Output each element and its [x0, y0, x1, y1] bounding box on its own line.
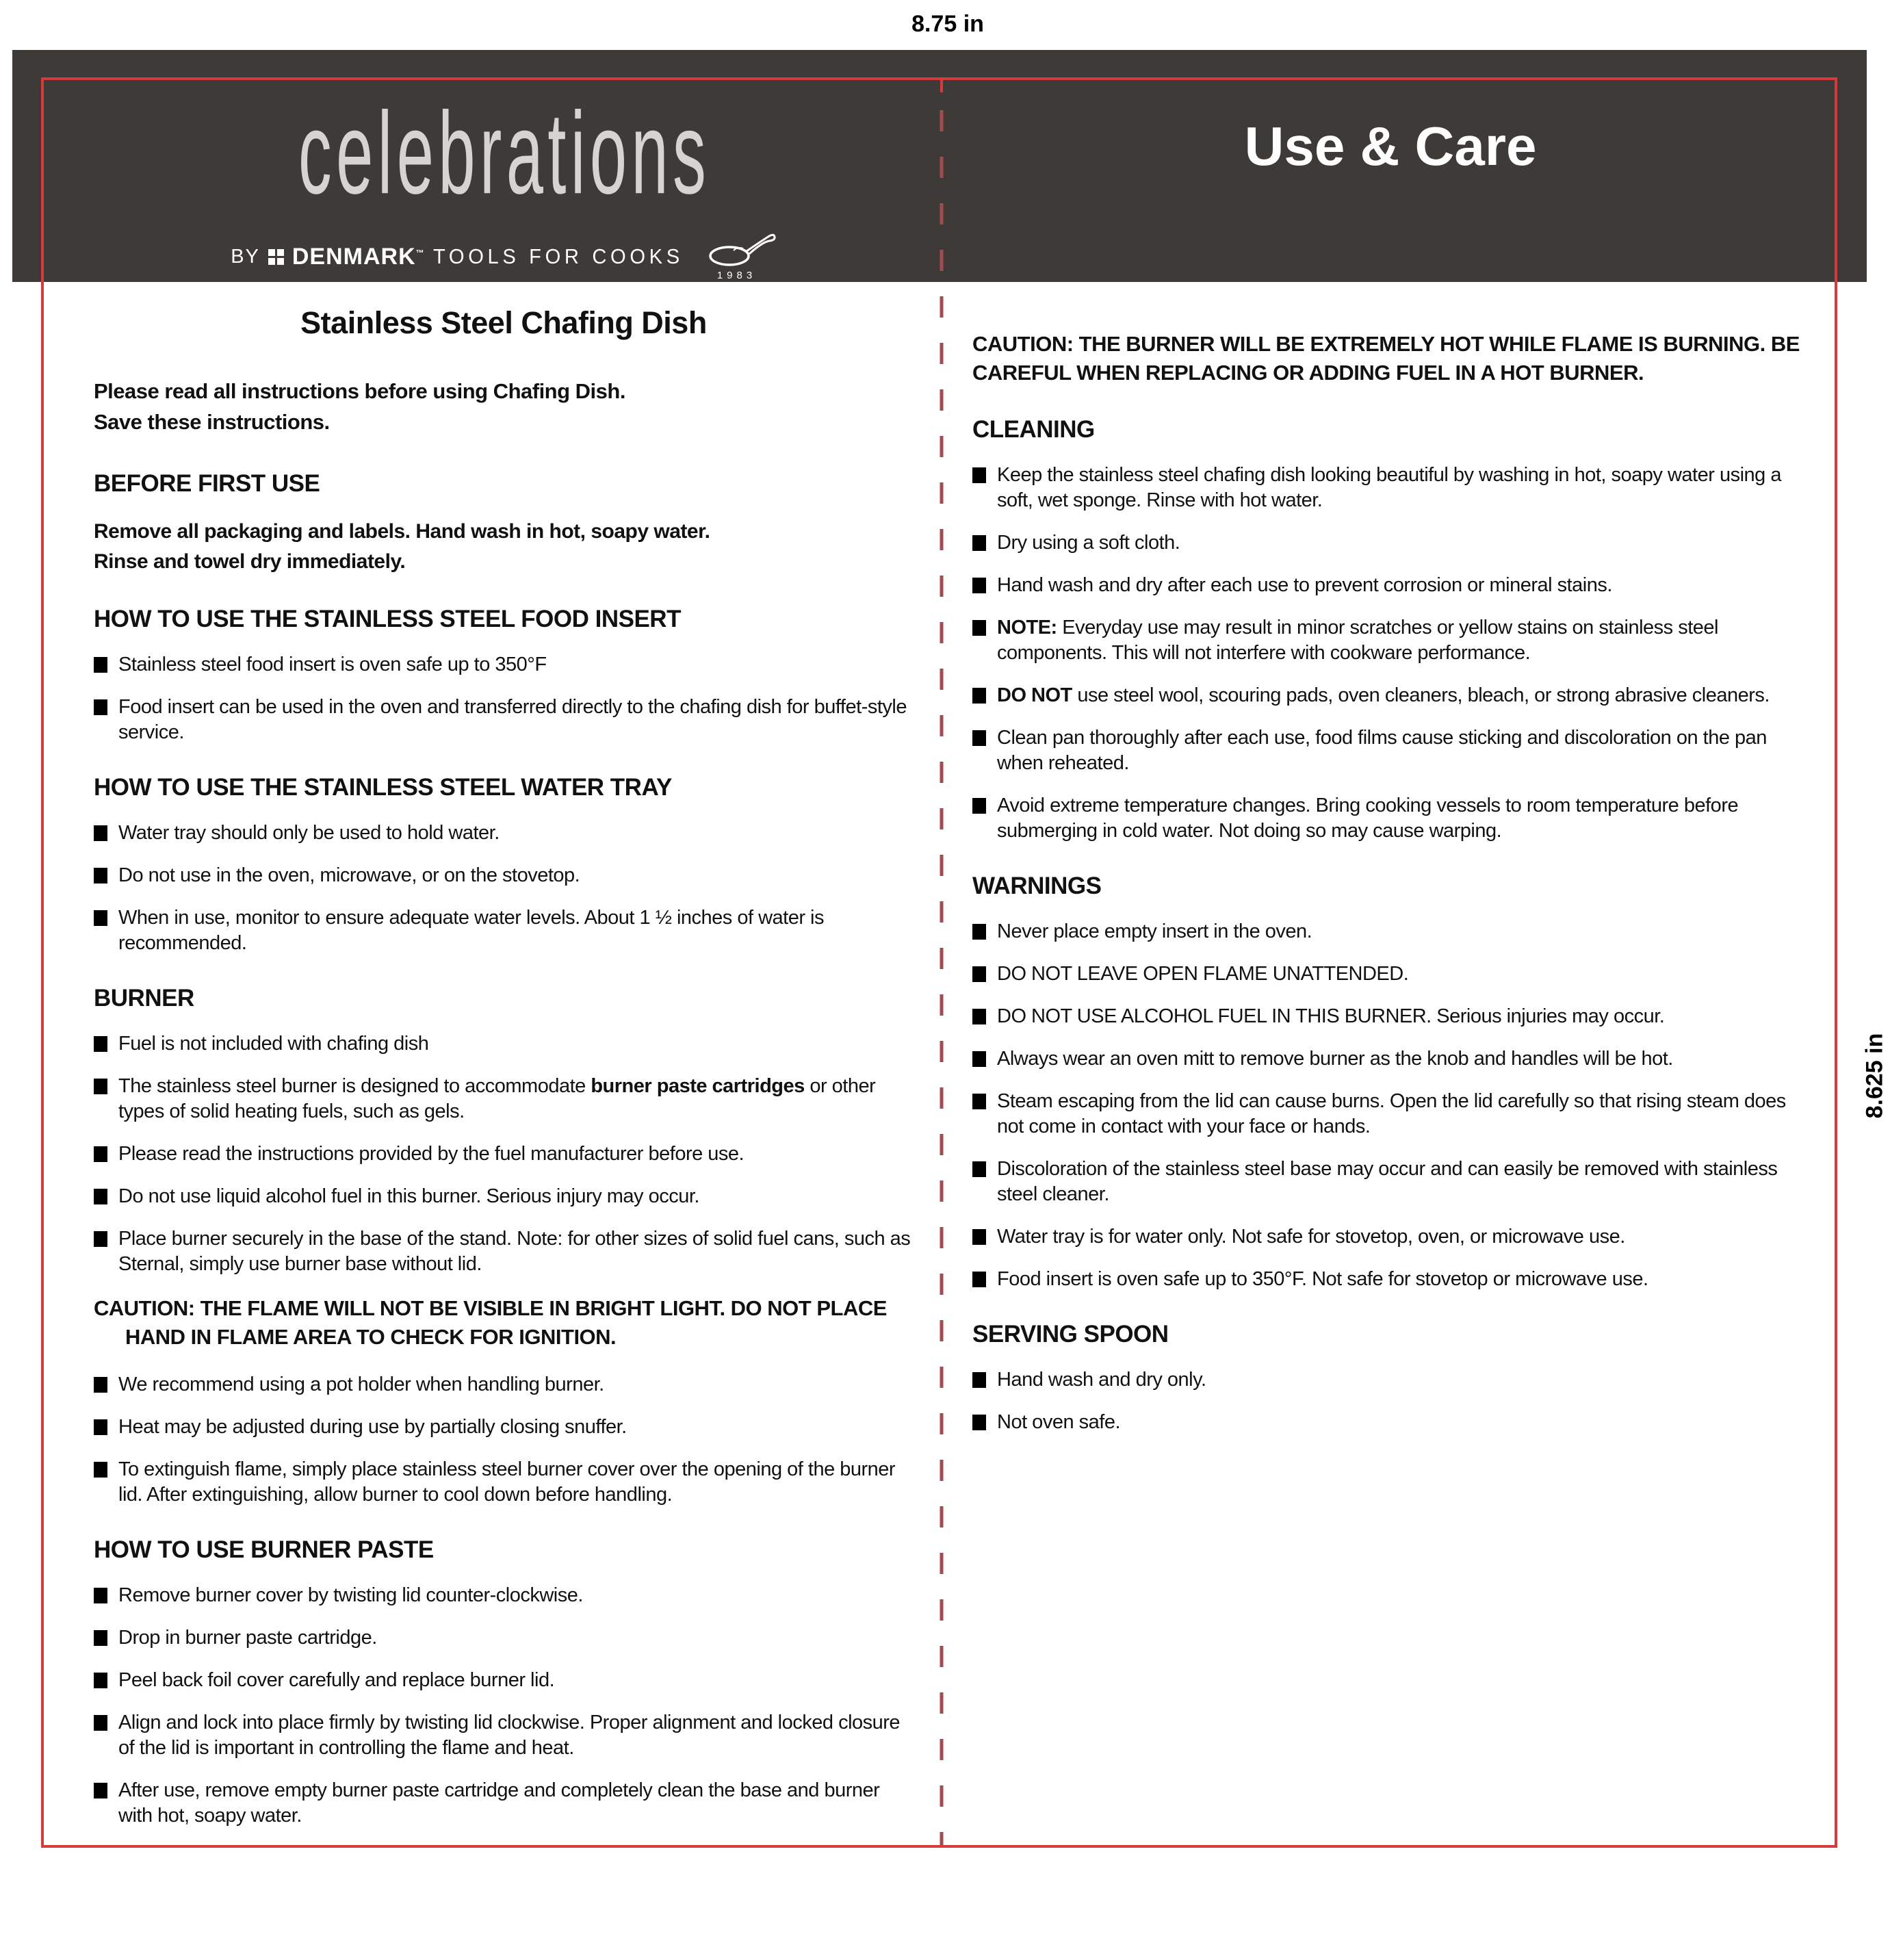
bullet-text: Hand wash and dry only.	[997, 1369, 1206, 1391]
bullet-item	[94, 1457, 914, 1508]
top-dimension-label: 8.75 in	[911, 11, 984, 37]
bullet-text: NOTE: Everyday use may result in minor scratches or yellow stains on stainless steel components. This will not interfere with cookware performance.	[997, 617, 1718, 664]
left-column	[94, 306, 914, 1846]
bullet-square-icon	[972, 1372, 986, 1388]
bullet-text: Avoid extreme temperature changes. Bring cooking vessels to room temperature before submerging in cold water. Not doing so may cause warping.	[997, 795, 1739, 842]
bullet-square-icon	[972, 688, 986, 704]
byline-by: BY	[231, 245, 260, 268]
bullet-square-icon	[972, 1161, 986, 1177]
bullet-text: When in use, monitor to ensure adequate water levels. About 1 ½ inches of water is recommended.	[118, 906, 824, 954]
bullet-text: Always wear an oven mitt to remove burner as the knob and handles will be hot.	[997, 1048, 1673, 1070]
bullet-square-icon	[972, 578, 986, 593]
bullet-text: Do not use in the oven, microwave, or on the stovetop.	[118, 864, 580, 886]
right-column	[972, 323, 1811, 1452]
bullet-item	[972, 1046, 1811, 1072]
bullet-text: We recommend using a pot holder when handling burner.	[118, 1373, 604, 1395]
bullet-item	[94, 1031, 914, 1057]
section-heading: WARNINGS	[972, 873, 1102, 899]
bullet-square-icon	[94, 868, 107, 884]
bullet-square-icon	[94, 1146, 107, 1162]
section-heading: HOW TO USE THE STAINLESS STEEL FOOD INSERT	[94, 605, 681, 632]
bullet-item	[94, 1583, 914, 1608]
bullet-text: DO NOT USE ALCOHOL FUEL IN THIS BURNER. Serious injuries may occur.	[997, 1005, 1665, 1027]
bullet-text: Never place empty insert in the oven.	[997, 920, 1312, 942]
section-heading: HOW TO USE THE STAINLESS STEEL WATER TRAY	[94, 773, 672, 801]
bullet-item	[94, 1625, 914, 1651]
bullet-text: Do not use liquid alcohol fuel in this burner. Serious injury may occur.	[118, 1185, 699, 1207]
side-dimension-label: 8.625 in	[1861, 1033, 1888, 1119]
logo-byline	[65, 230, 944, 283]
bullet-item	[94, 652, 914, 678]
bullet-square-icon	[94, 1189, 107, 1204]
pan-icon	[708, 230, 779, 283]
bullet-square-icon	[972, 966, 986, 982]
brand-wordmark	[65, 63, 944, 219]
bullet-text: Peel back foil cover carefully and replace burner lid.	[118, 1668, 555, 1691]
bullet-square-icon	[94, 1715, 107, 1731]
bullet-item	[94, 1226, 914, 1277]
bullet-text: Stainless steel food insert is oven safe up to 350°F	[118, 653, 547, 675]
bullet-text: The stainless steel burner is designed to accommodate burner paste cartridges or other types of solid heating fuels, such as gels.	[118, 1074, 876, 1122]
bullet-square-icon	[94, 1673, 107, 1688]
bullet-text: Remove burner cover by twisting lid counter-clockwise.	[118, 1584, 583, 1606]
section-heading: SERVING SPOON	[972, 1321, 1169, 1348]
section-heading: CLEANING	[972, 416, 1095, 443]
bullet-item	[94, 1415, 914, 1440]
bullet-square-icon	[972, 535, 986, 551]
left-column-blocks	[94, 376, 914, 1829]
window-grid-icon	[268, 249, 284, 265]
right-column-blocks	[972, 330, 1811, 1435]
center-fold-dashed-line	[938, 80, 945, 1845]
bullet-item	[972, 1004, 1811, 1029]
bullet-square-icon	[972, 730, 986, 746]
bullet-item	[94, 1710, 914, 1761]
bullet-text: After use, remove empty burner paste cartridge and completely clean the base and burner with hot, soapy water.	[118, 1779, 880, 1827]
bullet-text: Please read the instructions provided by the fuel manufacturer before use.	[118, 1142, 745, 1165]
bullet-text: Place burner securely in the base of the stand. Note: for other sizes of solid fuel cans, such as Sternal, simply use burner base without lid.	[118, 1227, 911, 1275]
bullet-text: Steam escaping from the lid can cause burns. Open the lid carefully so that rising steam does not come in contact with your face or hands.	[997, 1090, 1786, 1137]
bullet-item	[972, 1410, 1811, 1435]
brand-wordmark-text: celebrations	[298, 89, 711, 219]
use-care-title: Use & Care	[1244, 116, 1537, 177]
section-heading: HOW TO USE BURNER PASTE	[94, 1536, 434, 1563]
bullet-square-icon	[94, 699, 107, 715]
bullet-text: Fuel is not included with chafing dish	[118, 1032, 429, 1055]
bullet-item	[972, 725, 1811, 776]
byline-tagline: TOOLS FOR COOKS	[432, 244, 684, 268]
bullet-item	[94, 863, 914, 888]
bullet-square-icon	[94, 1419, 107, 1435]
bullet-square-icon	[94, 825, 107, 841]
bullet-text: Heat may be adjusted during use by partially closing snuffer.	[118, 1415, 627, 1438]
bullet-item	[94, 695, 914, 745]
bullet-square-icon	[94, 1377, 107, 1393]
bullet-text: Clean pan thoroughly after each use, food films cause sticking and discoloration on the pan when reheated.	[997, 727, 1767, 774]
bullet-text: Discoloration of the stainless steel base may occur and can easily be removed with stainless steel cleaner.	[997, 1158, 1778, 1205]
bullet-square-icon	[972, 467, 986, 483]
bullet-item	[972, 793, 1811, 844]
bullet-item	[972, 1157, 1811, 1207]
bullet-square-icon	[972, 1009, 986, 1024]
bullet-square-icon	[972, 924, 986, 940]
bullet-item	[972, 530, 1811, 556]
caution-text: CAUTION: THE FLAME WILL NOT BE VISIBLE IN BRIGHT LIGHT. DO NOT PLACE HAND IN FLAME AREA TO CHECK FOR IGNITION.	[94, 1295, 887, 1349]
bullet-item	[94, 1184, 914, 1209]
trademark-symbol: ™	[415, 248, 425, 258]
byline-brand: DENMARK™	[292, 243, 425, 270]
bullet-square-icon	[972, 1229, 986, 1245]
bullet-text: Food insert can be used in the oven and transferred directly to the chafing dish for buffet-style service.	[118, 695, 907, 743]
bullet-square-icon	[94, 1630, 107, 1646]
bullet-square-icon	[972, 1415, 986, 1430]
bullet-item	[94, 1668, 914, 1693]
bullet-item	[972, 1224, 1811, 1250]
page-title: Stainless Steel Chafing Dish	[300, 305, 707, 340]
bullet-square-icon	[972, 1094, 986, 1109]
bullet-item	[972, 1367, 1811, 1393]
bullet-square-icon	[972, 798, 986, 814]
bullet-text: DO NOT LEAVE OPEN FLAME UNATTENDED.	[997, 963, 1409, 985]
section-heading: BEFORE FIRST USE	[94, 469, 320, 497]
section-heading: BURNER	[94, 984, 194, 1011]
bullet-square-icon	[94, 1588, 107, 1603]
bullet-text: Keep the stainless steel chafing dish looking beautiful by washing in hot, soapy water using a soft, wet sponge. Rinse with hot water.	[997, 464, 1781, 511]
bullet-item	[972, 463, 1811, 513]
bullet-item	[972, 683, 1811, 708]
bullet-item	[94, 1372, 914, 1397]
bullet-square-icon	[972, 1272, 986, 1287]
bullet-item	[972, 962, 1811, 987]
byline-year: 1983	[716, 270, 757, 281]
bullet-text: Dry using a soft cloth.	[997, 532, 1180, 554]
bullet-square-icon	[94, 1783, 107, 1798]
bullet-square-icon	[94, 1462, 107, 1478]
bullet-text: Food insert is oven safe up to 350°F. Not safe for stovetop or microwave use.	[997, 1268, 1648, 1290]
intro-text: Please read all instructions before using Chafing Dish. Save these instructions.	[94, 378, 625, 434]
bullet-item	[972, 919, 1811, 944]
bullet-item	[972, 573, 1811, 598]
bullet-text: Water tray should only be used to hold water.	[118, 821, 500, 844]
bullet-text: DO NOT use steel wool, scouring pads, oven cleaners, bleach, or strong abrasive cleaners.	[997, 684, 1770, 706]
bullet-item	[94, 1074, 914, 1124]
bullet-square-icon	[94, 1036, 107, 1052]
bullet-item	[94, 1142, 914, 1167]
bullet-square-icon	[972, 620, 986, 636]
section-body: Remove all packaging and labels. Hand wash in hot, soapy water. Rinse and towel dry immediately.	[94, 519, 710, 573]
bullet-item	[972, 615, 1811, 666]
bullet-text: Hand wash and dry after each use to prevent corrosion or mineral stains.	[997, 574, 1612, 596]
bullet-square-icon	[94, 657, 107, 673]
bullet-square-icon	[94, 1079, 107, 1094]
bullet-item	[972, 1267, 1811, 1292]
bullet-text: Water tray is for water only. Not safe for stovetop, oven, or microwave use.	[997, 1226, 1625, 1248]
bullet-item	[94, 821, 914, 846]
bullet-item	[94, 1778, 914, 1829]
caution-text: CAUTION: THE BURNER WILL BE EXTREMELY HOT WHILE FLAME IS BURNING. BE CAREFUL WHEN REPLACING OR ADDING FUEL IN A HOT BURNER.	[972, 332, 1800, 385]
bullet-item	[972, 1089, 1811, 1139]
bullet-square-icon	[94, 1231, 107, 1247]
brand-logo	[65, 63, 944, 283]
bullet-text: Not oven safe.	[997, 1411, 1120, 1433]
bullet-square-icon	[94, 910, 107, 926]
bullet-text: Align and lock into place firmly by twisting lid clockwise. Proper alignment and locked closure of the lid is important in controlling the flame and heat.	[118, 1711, 901, 1759]
bullet-item	[94, 905, 914, 956]
bullet-text: Drop in burner paste cartridge.	[118, 1626, 377, 1649]
bullet-square-icon	[972, 1051, 986, 1067]
bullet-text: To extinguish flame, simply place stainless steel burner cover over the opening of the burner lid. After extinguishing, allow burner to cool down before handling.	[118, 1458, 896, 1506]
